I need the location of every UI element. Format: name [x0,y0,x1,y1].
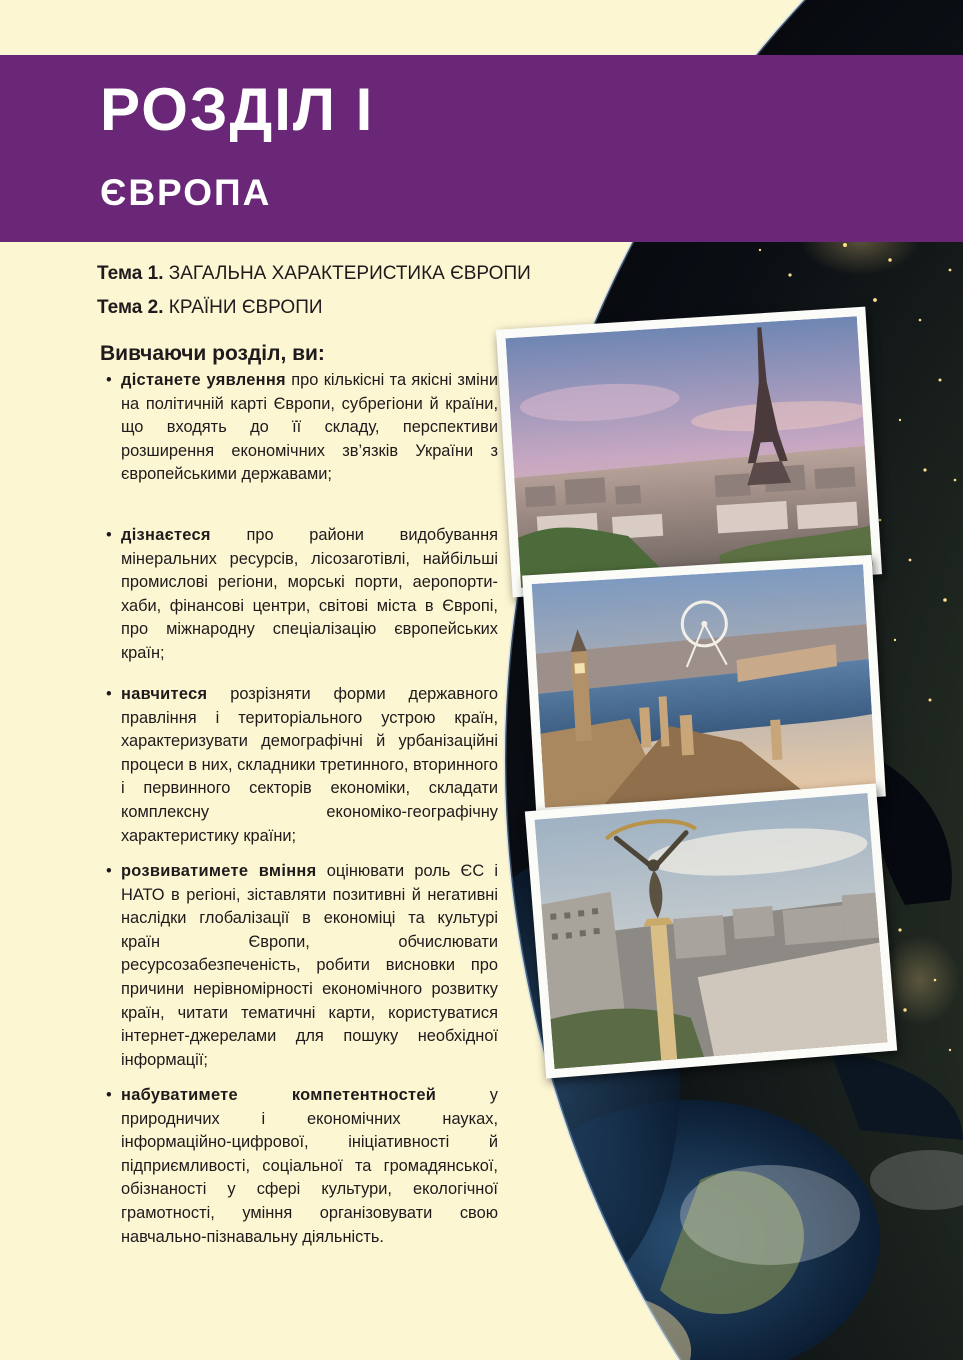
learning-goal [106,524,498,666]
topic-2 [97,291,531,325]
topics-list [97,257,531,325]
learning-goal [106,369,498,487]
topic-title: ЗАГАЛЬНА ХАРАКТЕРИСТИКА ЄВРОПИ [168,263,531,284]
goal-keyword: дізнаєтеся [121,526,211,544]
chapter-number: РОЗДІЛ І [100,76,375,143]
topic-title: КРАЇНИ ЄВРОПИ [168,297,323,318]
goal-keyword: набуватимете компетентностей [121,1086,437,1104]
goal-keyword: розвиватимете вміння [121,862,317,880]
topic-label: Тема 2. [97,297,164,318]
goal-text: про кількісні та якісні зміни на політичній карті Європи, субрегіони й країни, що входять до її складу, перспективи розширення економічних зв’язків України з європейськими державами; [121,371,498,484]
goal-keyword: дістанете уявлення [121,371,286,389]
paris-eiffel-tower-photo [496,307,882,598]
learning-goal [106,1084,498,1249]
topic-label: Тема 1. [97,263,164,284]
london-westminster-photo [522,555,886,817]
goal-text: оцінювати роль ЄС і НАТО в регіоні, зіставляти позитивні й негативні наслідки глобалізації в економіці та культурі країн Європи, обчислювати ресурсозабезпеченість, робити висновки про причини нерівномірності економічного розвитку країн, читати тематичні карти, користуватися інтернет-джерелами для пошуку необхідної інформації; [121,862,499,1069]
learning-goals-heading: Вивчаючи розділ, ви: [100,342,325,365]
topic-1 [97,257,531,291]
goal-text: про райони видобування мінеральних ресурсів, лісозаготівлі, найбільші промислові регіони, морські порти, аеропорти-хаби, фінансові центри, світові міста в Європі, про міжнародну спеціалізацію європейських країн; [121,526,498,662]
kyiv-independence-monument-photo [525,783,897,1078]
goal-text: у природничих і економічних науках, інформаційно-цифрової, ініціативності й підприємливості, соціальної та громадянської, обізнаності у сфері культури, екологічної грамотності, уміння організовувати свою навчально-пізнавальну діяльність. [121,1086,498,1246]
chapter-title: ЄВРОПА [100,172,272,213]
goal-text: розрізняти форми державного правління і територіального устрою країн, характеризувати демографічні й урбанізаційні процеси в них, складники третинного, вторинного і первинного секторів економіки, складати комплексну економіко-географічну характеристику країни; [121,685,498,845]
learning-goal [106,860,498,1072]
learning-goal [106,683,498,848]
learning-goals-list [106,369,499,1246]
goal-keyword: навчитеся [121,685,208,703]
